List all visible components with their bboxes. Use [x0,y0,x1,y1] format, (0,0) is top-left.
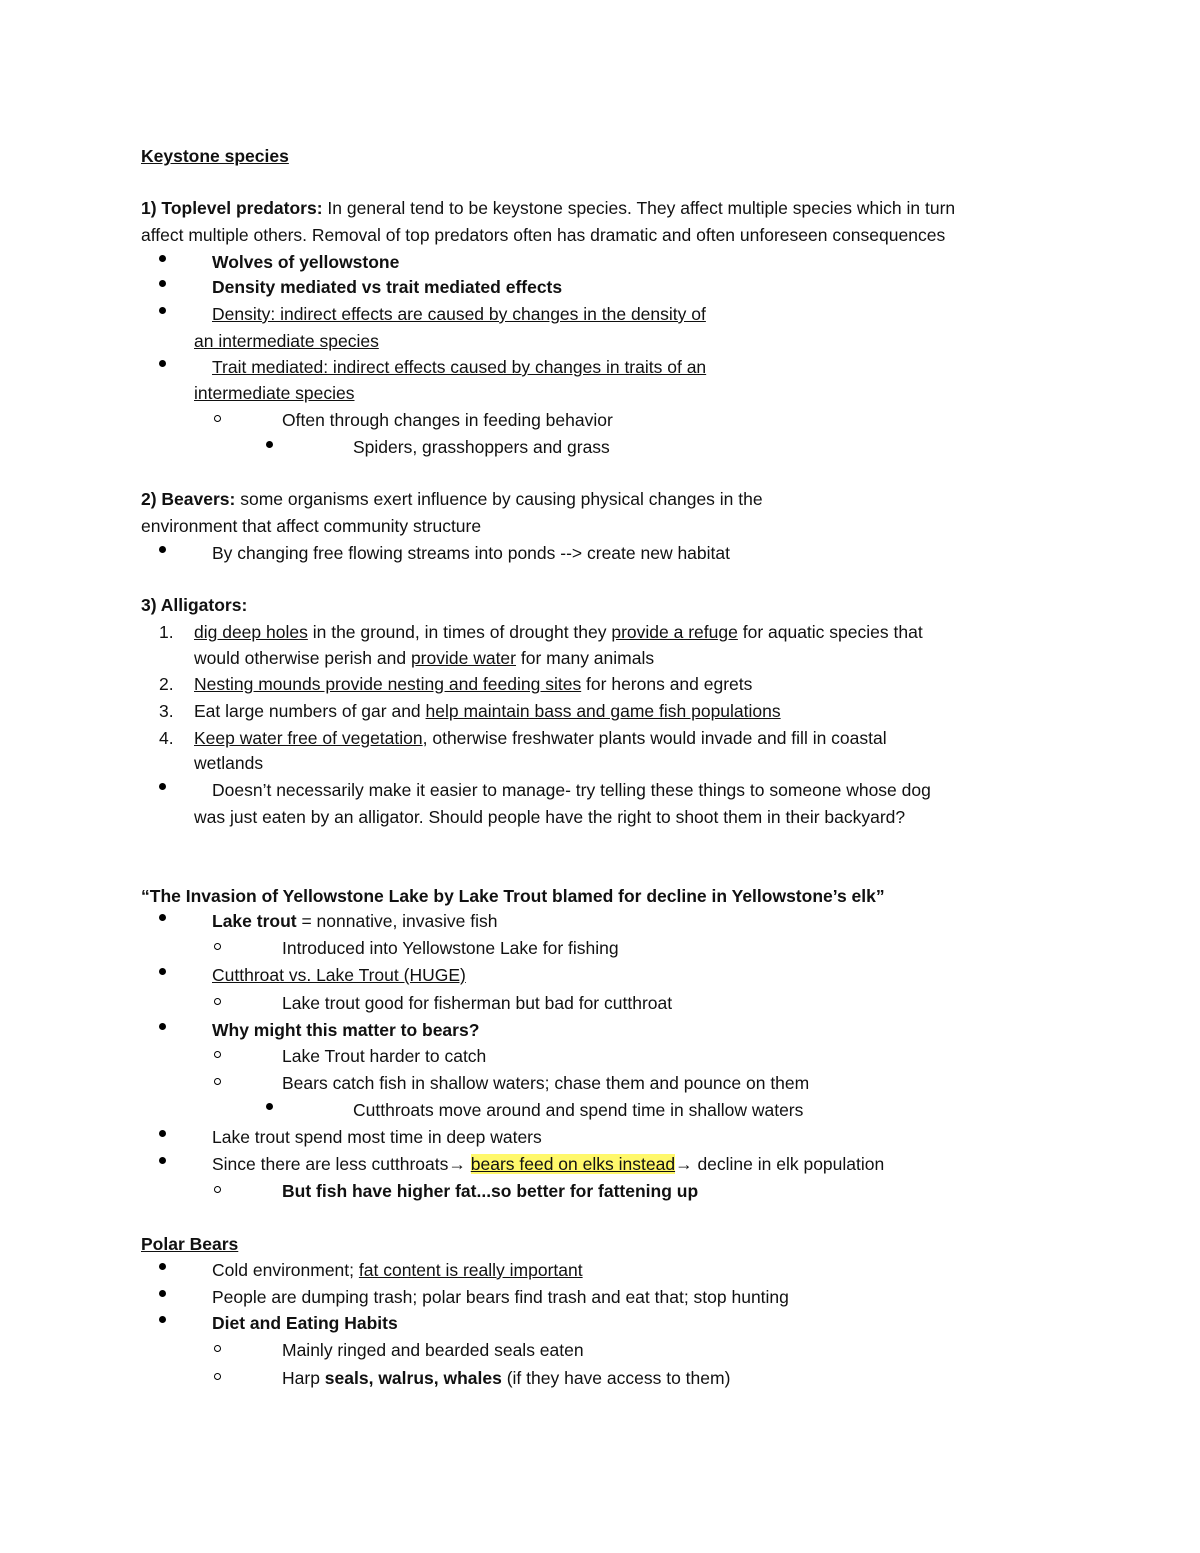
item3-underline: help maintain bass and game fish populations [425,701,781,721]
item2-underline: Nesting mounds provide nesting and feeding sites [194,674,582,694]
sub-but-fish: But fish have higher fat...so better for fattening up [282,1181,699,1201]
bullet-density-vs-trait: Density mediated vs trait mediated effects [212,277,563,297]
bullet-icon [159,546,166,553]
bullet-icon [159,360,166,367]
circle-bullet-icon [214,998,221,1005]
harp-text-a: Harp [282,1368,325,1388]
page-title: Keystone species [141,146,289,166]
sub-harder-catch: Lake Trout harder to catch [282,1046,487,1066]
bullet-deep-waters: Lake trout spend most time in deep waters [212,1127,542,1147]
polar-heading: Polar Bears [141,1234,239,1254]
alligator-item1-line1 [194,621,923,643]
section2-intro-line1 [141,488,763,510]
bullet-icon [266,1103,273,1110]
alligator-item3 [194,700,781,722]
bullet-since-less [212,1153,884,1175]
section3-label: 3) Alligators: [141,595,248,615]
trait-line2: intermediate species [194,383,355,403]
circle-bullet-icon [214,1373,221,1380]
cold-underline: fat content is really important [358,1260,583,1280]
item3-text: Eat large numbers of gar and [194,701,426,721]
density-line2: an intermediate species [194,331,379,351]
bullet-icon [159,968,166,975]
bullet-icon [159,1130,166,1137]
bullet-icon [159,1023,166,1030]
bullet-icon [159,914,166,921]
highlighted-bears-feed: bears feed on elks instead [470,1154,676,1174]
density-line1: Density: indirect effects are caused by changes in the density of [212,304,706,324]
harp-text-c: (if they have access to them) [501,1368,731,1388]
alligator-item1-line2 [194,647,654,669]
bullet-icon [159,1290,166,1297]
bullet-icon [159,783,166,790]
alligator-item4-line2: wetlands [194,753,264,773]
item1-text2: for aquatic species that [737,622,923,642]
section2-text1: some organisms exert influence by causing physical changes in the [235,489,763,509]
item1-text3: would otherwise perish and [194,648,411,668]
arrow-right-icon: → [675,1154,698,1174]
circle-bullet-icon [214,1186,221,1193]
circle-bullet-icon [214,415,221,422]
item1-text4: for many animals [516,648,655,668]
arrow-right-icon: → [448,1154,471,1174]
harp-text-b: seals, walrus, whales [324,1368,502,1388]
bullet-manage-line2: was just eaten by an alligator. Should people have the right to shoot them in their backyard? [194,807,906,827]
decline-text: decline in elk population [697,1154,885,1174]
bullet-streams: By changing free flowing streams into ponds --> create new habitat [212,543,730,563]
bullet-why-matter: Why might this matter to bears? [212,1020,480,1040]
bullet-icon [159,1316,166,1323]
item1-underline2: provide a refuge [611,622,738,642]
section1-intro-line2: affect multiple others. Removal of top predators often has dramatic and often unforeseen consequences [141,225,946,245]
cold-text: Cold environment; [212,1260,359,1280]
bullet-cutthroat-vs: Cutthroat vs. Lake Trout (HUGE) [212,965,466,985]
section1-label: 1) Toplevel predators: [141,198,323,218]
section1-intro-line1 [141,197,955,219]
sub-introduced: Introduced into Yellowstone Lake for fishing [282,938,619,958]
subsub-spiders: Spiders, grasshoppers and grass [353,437,610,457]
section2-label: 2) Beavers: [141,489,236,509]
lake-trout-label: Lake trout [212,911,297,931]
bullet-icon [159,255,166,262]
sub-harp [282,1367,730,1389]
bullet-icon [159,1263,166,1270]
bullet-cold [212,1259,583,1281]
sub-mainly: Mainly ringed and bearded seals eaten [282,1340,584,1360]
circle-bullet-icon [214,943,221,950]
bullet-icon [159,280,166,287]
bullet-lake-trout [212,910,498,932]
bullet-diet: Diet and Eating Habits [212,1313,398,1333]
bullet-trash: People are dumping trash; polar bears find trash and eat that; stop hunting [212,1287,789,1307]
circle-bullet-icon [214,1051,221,1058]
item1-underline3: provide water [410,648,516,668]
since-less-text: Since there are less cutthroats [212,1154,449,1174]
bullet-icon [266,441,273,448]
list-number: 3. [159,701,174,721]
trait-line1: Trait mediated: indirect effects caused by changes in traits of an [212,357,707,377]
item1-underline1: dig deep holes [194,622,308,642]
item2-text: for herons and egrets [581,674,753,694]
subsub-cutthroats-move: Cutthroats move around and spend time in shallow waters [353,1100,804,1120]
bullet-manage-line1: Doesn’t necessarily make it easier to manage- try telling these things to someone whose dog [212,780,931,800]
circle-bullet-icon [214,1078,221,1085]
alligator-item4-line1 [194,727,887,749]
sub-feeding-behavior: Often through changes in feeding behavior [282,410,613,430]
section2-intro-line2: environment that affect community structure [141,516,482,536]
item1-text1: in the ground, in times of drought they [307,622,612,642]
bullet-wolves: Wolves of yellowstone [212,252,400,272]
bullet-icon [159,307,166,314]
sub-good-for-fisherman: Lake trout good for fisherman but bad for cutthroat [282,993,673,1013]
item4-underline: Keep water free of vegetation [194,728,423,748]
alligator-item2 [194,673,752,695]
list-number: 4. [159,728,174,748]
bullet-icon [159,1157,166,1164]
invasion-heading: “The Invasion of Yellowstone Lake by Lake Trout blamed for decline in Yellowstone’s elk” [141,886,885,906]
item4-text1: , otherwise freshwater plants would invade and fill in coastal [422,728,887,748]
section1-text1: In general tend to be keystone species. They affect multiple species which in turn [322,198,956,218]
circle-bullet-icon [214,1345,221,1352]
list-number: 1. [159,622,174,642]
list-number: 2. [159,674,174,694]
lake-trout-text: = nonnative, invasive fish [296,911,498,931]
sub-bears-catch: Bears catch fish in shallow waters; chase them and pounce on them [282,1073,810,1093]
